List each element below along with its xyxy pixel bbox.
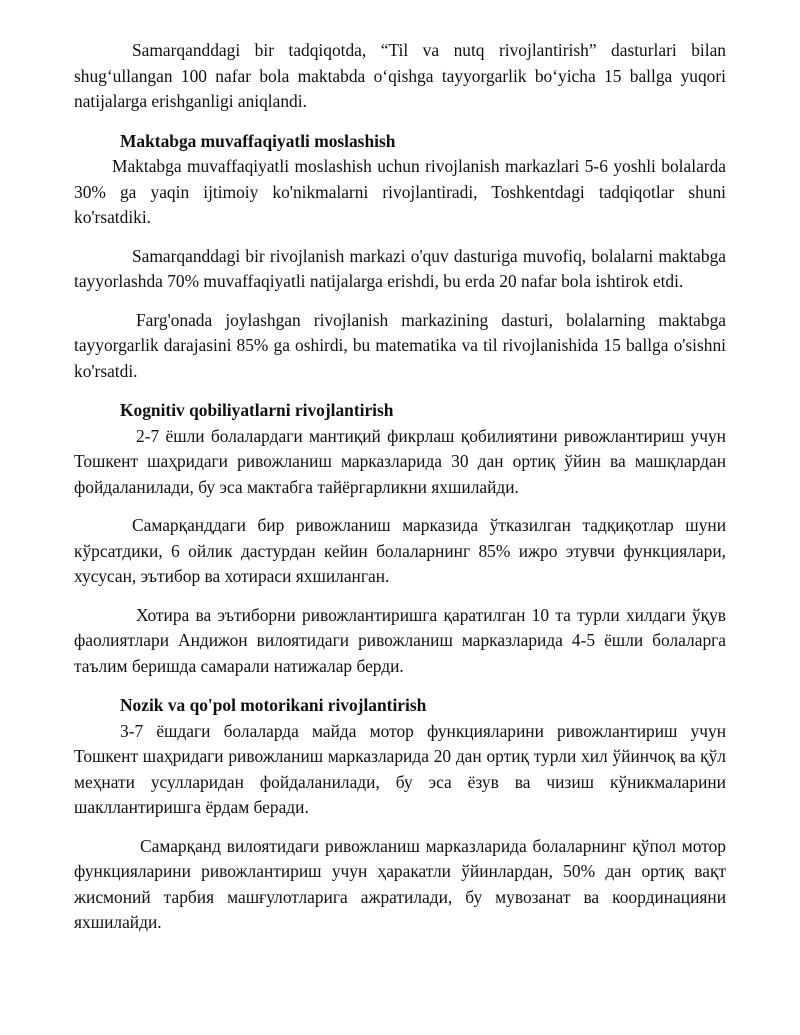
paragraph-cognitive-1: 2-7 ёшли болалардаги мантиқий фикрлаш қобилиятини ривожлантириш учун Тошкент шаҳридаги ривожланиш марказларида 30 дан ортиқ ўйин ва машқлардан фойдаланилади, бу эса мактабга тайёргарликни яхшилайди. (74, 425, 726, 497)
paragraph-adaptation-2: Samarqanddagi bir rivojlanish markazi o'quv dasturiga muvofiq, bolalarni maktabga tayyorlashda 70% muvaffaqiyatli natijalarga erishdi, bu erda 20 nafar bola ishtirok etdi. (74, 245, 726, 291)
heading-school-adaptation: Maktabga muvaffaqiyatli moslashish (120, 130, 396, 151)
paragraph-cognitive-2: Самарқанддаги бир ривожланиш марказида ўтказилган тадқиқотлар шуни кўрсатдики, 6 ойлик дастурдан кейин болаларнинг 85% ижро этувчи функциялари, хусусан, эътибор ва хотираси яхшиланган. (74, 515, 726, 586)
paragraph-intro: Samarqanddagi bir tadqiqotda, “Til va nutq rivojlantirish” dasturlari bilan shug‘ullangan 100 nafar bola maktabda o‘qishga tayyorgarlik bo‘yicha 15 ballga yuqori natijalarga erishganligi aniqlandi. (74, 40, 726, 111)
paragraph-adaptation-3: Farg'onada joylashgan rivojlanish markazining dasturi, bolalarning maktabga tayyorgarlik darajasini 85% ga oshirdi, bu matematika va til rivojlanishida 15 ballga o'sishni ko'rsatdi. (74, 309, 726, 381)
document-page (74, 38, 726, 949)
paragraph-adaptation-1: Maktabga muvaffaqiyatli moslashish uchun rivojlanish markazlari 5-6 yoshli bolalarda 30% ga yaqin ijtimoiy ko'nikmalarni rivojlantiradi, Toshkentdagi tadqiqotlar shuni ko'rsatdiki. (74, 156, 726, 227)
paragraph-cognitive-3: Хотира ва эътиборни ривожлантиришга қаратилган 10 та турли хилдаги ўқув фаолиятлари Андижон вилоятидаги ривожланиш марказларида 4-5 ёшли болаларга таълим беришда самарали натижалар берди. (74, 604, 726, 676)
paragraph-motor-2: Самарқанд вилоятидаги ривожланиш марказларида болаларнинг қўпол мотор функцияларини ривожлантириш учун ҳаракатли ўйинлардан, 50% дан ортиқ вақт жисмоний тарбия машғулотларига ажратилади, бу мувозанат ва координацияни яхшилайди. (74, 835, 726, 932)
paragraph-motor-1: 3-7 ёшдаги болаларда майда мотор функцияларини ривожлантириш учун Тошкент шаҳридаги ривожланиш марказларида 20 дан ортиқ турли хил ўйинчоқ ва қўл меҳнати усулларидан фойдаланилади, бу эса ёзув ва чизиш кўникмаларини шакллантиришга ёрдам беради. (74, 720, 726, 817)
heading-cognitive-abilities: Kognitiv qobiliyatlarni rivojlantirish (120, 400, 394, 420)
heading-motor-skills: Nozik va qo'pol motorikani rivojlantirish (120, 695, 427, 715)
